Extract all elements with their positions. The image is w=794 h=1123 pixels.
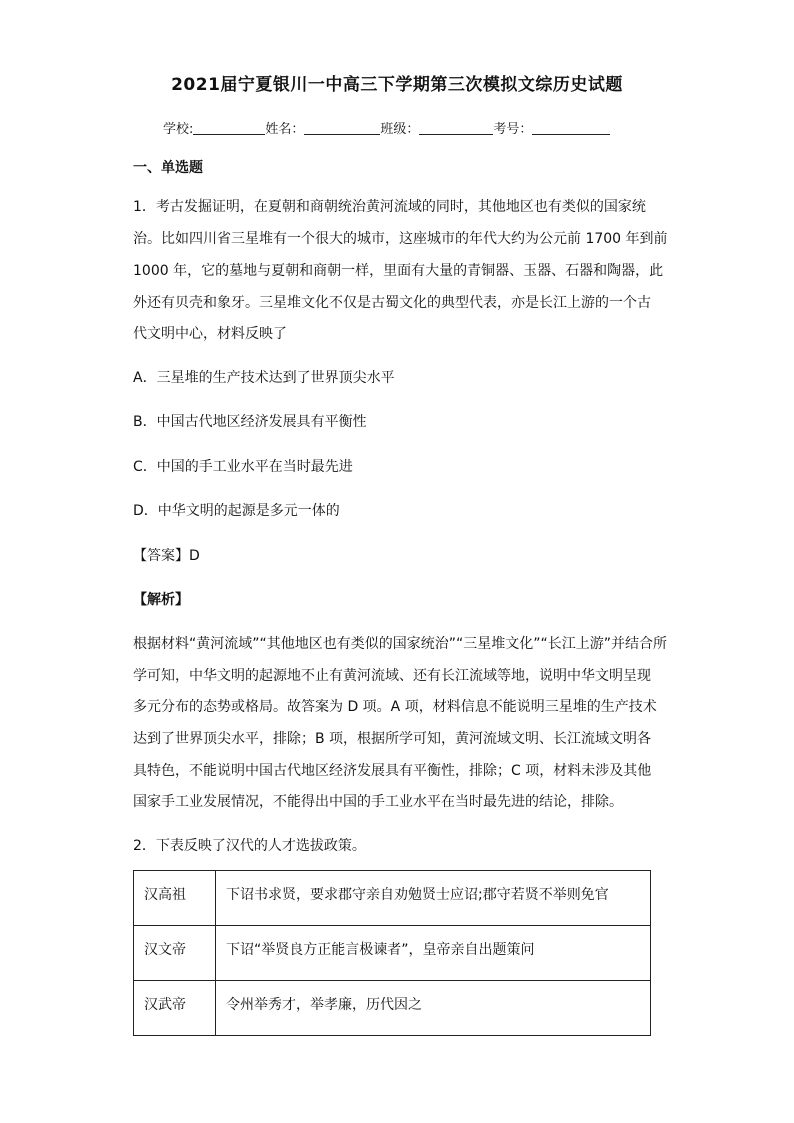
- q1-option-b[interactable]: B．中国古代地区经济发展具有平衡性: [133, 414, 367, 430]
- talent-policy-table: [133, 870, 651, 1036]
- page-title: 2021届宁夏银川一中高三下学期第三次模拟文综历史试题: [171, 75, 623, 95]
- table-row: [134, 926, 651, 981]
- student-info-row: [163, 118, 610, 137]
- q1-option-d[interactable]: D．中华文明的起源是多元一体的: [133, 503, 340, 519]
- table-row: [134, 981, 651, 1036]
- policy-cell: 下诏书求贤，要求郡守亲自劝勉贤士应诏;郡守若贤不举则免官: [216, 871, 651, 926]
- emperor-cell: 汉文帝: [134, 926, 216, 981]
- q1-analysis-line: 学可知，中华文明的起源地不止有黄河流域、还有长江流域等地，说明中华文明呈现: [133, 668, 651, 684]
- q1-analysis-line: 国家手工业发展情况，不能得出中国的手工业水平在当时最先进的结论，排除。: [133, 794, 623, 810]
- class-label: 班级：: [380, 122, 420, 137]
- q2-stem: 2．下表反映了汉代的人才选拔政策。: [133, 838, 366, 854]
- q1-option-c[interactable]: C．中国的手工业水平在当时最先进: [133, 459, 353, 475]
- q1-analysis-line: 多元分布的态势或格局。故答案为 D 项。A 项，材料信息不能说明三星堆的生产技术: [133, 699, 657, 715]
- class-blank[interactable]: [419, 120, 493, 135]
- number-label: 考号：: [493, 122, 533, 137]
- q1-stem-line: 治。比如四川省三星堆有一个很大的城市，这座城市的年代大约为公元前 1700 年到前: [133, 231, 668, 247]
- q1-stem-line: 1．考古发掘证明，在夏朝和商朝统治黄河流域的同时，其他地区也有类似的国家统: [133, 199, 646, 215]
- section-heading: 一、单选题: [133, 160, 203, 176]
- q1-stem-line: 代文明中心，材料反映了: [133, 326, 287, 342]
- number-blank[interactable]: [532, 120, 610, 135]
- table-row: [134, 871, 651, 926]
- q1-analysis-line: 具特色，不能说明中国古代地区经济发展具有平衡性，排除；C 项，材料未涉及其他: [133, 763, 652, 779]
- policy-cell: 令州举秀才，举孝廉，历代因之: [216, 981, 651, 1036]
- name-label: 姓名：: [265, 122, 305, 137]
- emperor-cell: 汉高祖: [134, 871, 216, 926]
- school-blank[interactable]: [193, 120, 265, 135]
- name-blank[interactable]: [304, 120, 380, 135]
- q1-analysis-line: 根据材料“黄河流域”“其他地区也有类似的国家统治”“三星堆文化”“长江上游”并结合所: [133, 636, 668, 652]
- q1-option-a[interactable]: A．三星堆的生产技术达到了世界顶尖水平: [133, 370, 395, 386]
- policy-cell: 下诏“举贤良方正能言极谏者”，皇帝亲自出题策问: [216, 926, 651, 981]
- q1-analysis-label: 【解析】: [133, 592, 189, 608]
- emperor-cell: 汉武帝: [134, 981, 216, 1036]
- q1-analysis-line: 达到了世界顶尖水平，排除；B 项，根据所学可知，黄河流域文明、长江流域文明各: [133, 731, 652, 747]
- school-label: 学校:: [163, 122, 194, 137]
- q1-stem-line: 外还有贝壳和象牙。三星堆文化不仅是古蜀文化的典型代表，亦是长江上游的一个古: [133, 295, 651, 311]
- q1-stem-line: 1000 年，它的墓地与夏朝和商朝一样，里面有大量的青铜器、玉器、石器和陶器，此: [133, 263, 664, 279]
- q1-answer: 【答案】D: [133, 548, 200, 564]
